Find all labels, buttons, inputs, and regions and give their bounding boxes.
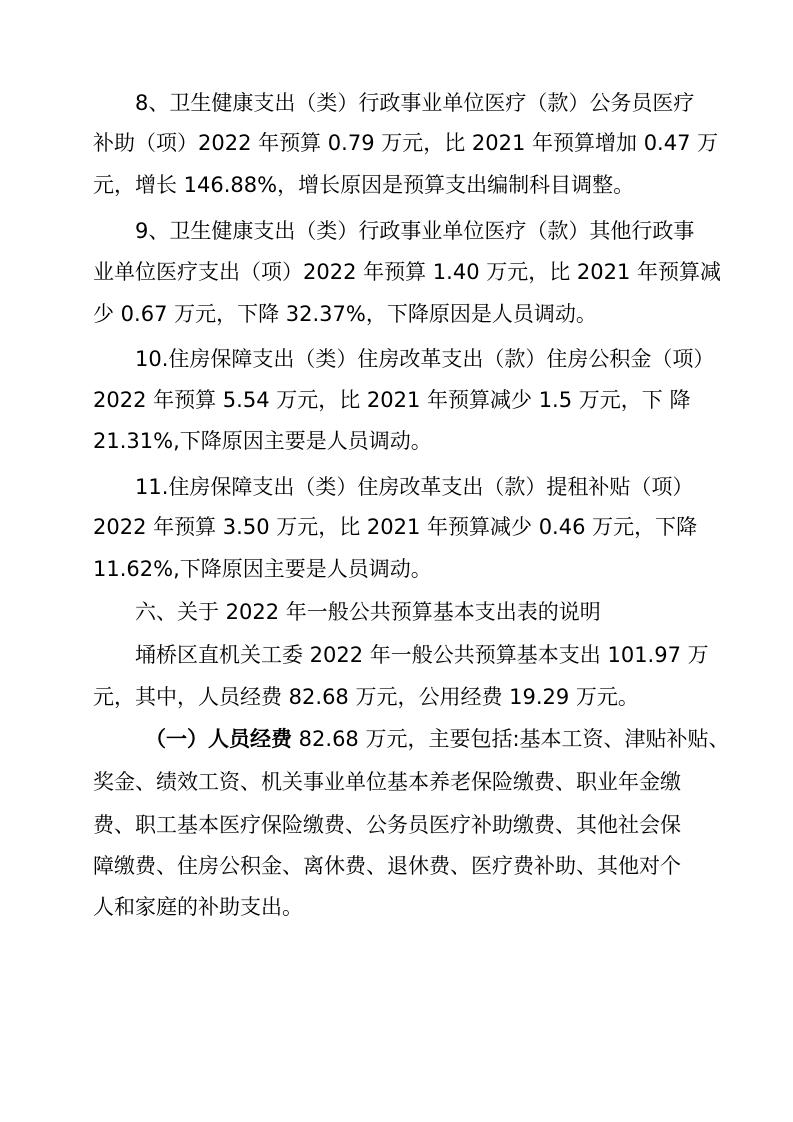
section-heading: 六、关于 2022 年一般公共预算基本支出表的说明 xyxy=(135,600,601,624)
personnel-line-5: 人和家庭的补助支出。 xyxy=(93,895,303,919)
item-10-line-1: 10.住房保障支出（类）住房改革支出（款）住房公积金（项） xyxy=(135,347,715,371)
summary-line-1: 埇桥区直机关工委 2022 年一般公共预算基本支出 101.97 万 xyxy=(135,643,709,667)
item-9-line-3: 少 0.67 万元，下降 32.37%，下降原因是人员调动。 xyxy=(93,302,597,326)
item-10-line-3: 21.31%,下降原因主要是人员调动。 xyxy=(93,429,432,453)
personnel-line-4: 障缴费、住房公积金、离休费、退休费、医疗费补助、其他对个 xyxy=(93,854,681,878)
item-8-line-3: 元，增长 146.88%，增长原因是预算支出编制科目调整。 xyxy=(93,173,635,197)
personnel-line-3: 费、职工基本医疗保险缴费、公务员医疗补助缴费、其他社会保 xyxy=(93,813,681,837)
summary-line-2: 元，其中，人员经费 82.68 万元，公用经费 19.29 万元。 xyxy=(93,685,639,709)
item-11-line-3: 11.62%,下降原因主要是人员调动。 xyxy=(93,557,432,581)
item-8-line-1: 8、卫生健康支出（类）行政事业单位医疗（款）公务员医疗 xyxy=(135,91,695,115)
item-9-line-1: 9、卫生健康支出（类）行政事业单位医疗（款）其他行政事 xyxy=(135,219,695,243)
item-9-line-2: 业单位医疗支出（项）2022 年预算 1.40 万元，比 2021 年预算减 xyxy=(93,260,722,284)
personnel-line-2: 奖金、绩效工资、机关事业单位基本养老保险缴费、职业年金缴 xyxy=(93,770,681,794)
item-8-line-2: 补助（项）2022 年预算 0.79 万元，比 2021 年预算增加 0.47 万 xyxy=(93,131,719,155)
item-11-line-2: 2022 年预算 3.50 万元，比 2021 年预算减少 0.46 万元，下降 xyxy=(93,515,698,539)
personnel-line-1-text: 82.68 万元，主要包括:基本工资、津贴补贴、 xyxy=(292,727,730,751)
item-11-line-1: 11.住房保障支出（类）住房改革支出（款）提租补贴（项） xyxy=(135,475,694,499)
personnel-line-1 xyxy=(0,724,793,754)
personnel-label: （一）人员经费 xyxy=(145,727,292,751)
item-10-line-2: 2022 年预算 5.54 万元，比 2021 年预算减少 1.5 万元，下 降 xyxy=(93,388,691,412)
